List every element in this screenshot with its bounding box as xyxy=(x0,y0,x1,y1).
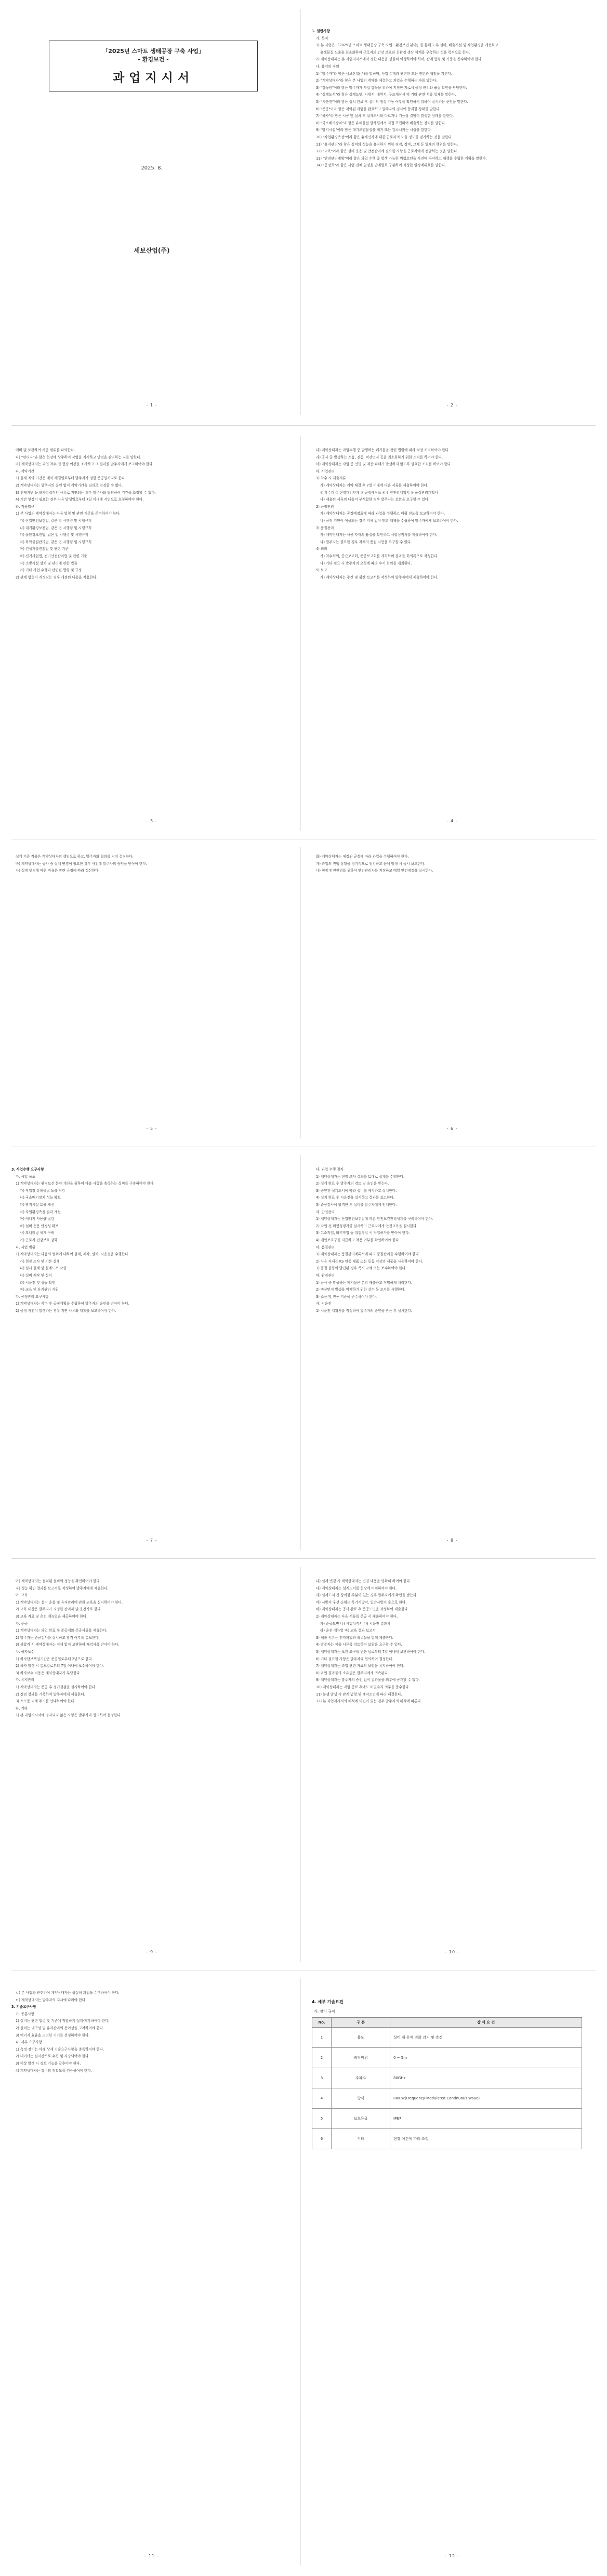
text-line: 1) 계약상대자는 설비 운용 및 유지관리에 관한 교육을 실시하여야 한다. xyxy=(16,1600,123,1605)
section-heading: 3. 기술요구사항 xyxy=(11,2005,36,2009)
cell-spec: FMCW(Frequency-Modulated Continuous Wave) xyxy=(390,2088,582,2109)
text-line: 아) 근로자 건강보호 강화 xyxy=(20,1238,58,1242)
text-line: 사) 모니터링 체계 구축 xyxy=(20,1231,55,1236)
page-11 xyxy=(11,1978,292,2566)
text-line: 마) 에너지 사용량 절감 xyxy=(20,1217,55,1221)
col-item: 구 분 xyxy=(332,2018,390,2028)
text-line: 8) 과업 결과물의 소유권은 발주자에게 귀속된다. xyxy=(316,1671,389,1675)
text-line: 마) 계약상대자는 작업 중 인명 및 재산 피해가 발생하지 않도록 필요한 조치를 하여야 한다. xyxy=(316,462,452,467)
text-line: 5) 계약상대자는 보완 요구를 받은 날로부터 7일 이내에 보완하여야 한다. xyxy=(316,1649,426,1654)
text-line: 1) 본 사업의 계약상대자는 다음 법령 및 관련 기준을 준수하여야 한다. xyxy=(16,511,121,516)
text-line: 2) 사용 자재는 KS 인증 제품 또는 동등 이상의 제품을 사용하여야 한다. xyxy=(316,1259,424,1264)
text-line: 1) 공사 중 발생하는 폐기물은 분리 배출하고 적법하게 처리한다. xyxy=(316,1280,412,1285)
text-line: 3) 품질 불량이 발견된 경우 즉시 교체 또는 보수하여야 한다. xyxy=(316,1266,407,1271)
cell-no: 1 xyxy=(312,2028,332,2048)
text-line: 화) 계약상대자는 예정된 공정에 따라 과업을 수행하여야 한다. xyxy=(316,855,409,859)
text-line: 5) 보고 xyxy=(316,568,327,573)
text-line: ① 착수계 ② 현장대리인계 ③ 공정예정표 ④ 안전관리계획서 ⑤ 품질관리계획서 xyxy=(320,490,438,495)
text-line: 2) "계약상대자"라 함은 본 사업의 계약을 체결하고 과업을 수행하는 자를 말한다. xyxy=(316,78,438,83)
page-body xyxy=(312,1567,592,1705)
text-line: 1) 본 과업지시서에 명시되지 않은 사항은 발주자와 협의하여 결정한다. xyxy=(16,1713,122,1718)
text-line: 1) 계약상대자는 산업안전보건법에 따른 안전보건관리체계를 구축하여야 한다. xyxy=(316,1217,433,1221)
table-row xyxy=(312,2088,582,2109)
text-line: 가) 준공도면 나) 시험성적서 다) 시운전 결과서 xyxy=(320,1621,390,1626)
text-line: 라) 운전 매뉴얼 마) 교육 결과 보고서 xyxy=(320,1628,376,1633)
text-line: 라) 계약상대자는 과업 착수 전 현장 여건을 조사하고 그 결과를 발주자에게 보고하여야 한다. xyxy=(16,462,154,467)
col-spec: 상 세 요 건 xyxy=(390,2018,582,2028)
text-line: 다) "관리자"와 함은 현장에 상주하여 작업을 지시하고 안전을 관리하는 자를 말한다. xyxy=(16,455,141,459)
page-number: - 5 - xyxy=(146,1126,157,1131)
text-line: 11) "유지관리"라 함은 설비의 성능을 유지하기 위한 점검, 정비, 교체 등 일체의 행위를 말한다. xyxy=(316,142,458,147)
text-line: 2) 계약상대자는 본 과업지시서에서 정한 내용을 성실히 이행하여야 하며, 관계 법령 및 기준을 준수하여야 한다. xyxy=(316,57,483,62)
text-line: 1) 계약상대자는 착수 후 공정계획을 수립하여 발주자의 승인을 받아야 한다. xyxy=(16,1302,129,1306)
page-number: - 9 - xyxy=(146,1950,157,1954)
cell-item: 기타 xyxy=(332,2129,390,2149)
text-line: 4) 기간 연장이 필요한 경우 사유 발생일로부터 7일 이내에 서면으로 요청하여야 한다. xyxy=(16,497,144,502)
table-row xyxy=(312,2028,582,2048)
text-line: 나) 제출된 서류의 내용이 부적합한 경우 발주자는 보완을 요구할 수 있다. xyxy=(320,497,430,502)
text-line: 가) 계약상대자는 사용 자재의 품질을 확인하고 시험성적서를 제출하여야 한다. xyxy=(320,533,438,537)
text-line: 아. 교육 xyxy=(16,1593,28,1598)
spec-caption: 가. 장비 규격 xyxy=(314,2009,335,2014)
text-line: 바) 계약상대자는 공사 중 설계 변경이 필요한 경우 사전에 발주자의 승인을 받아야 한다. xyxy=(16,861,147,866)
text-line: 다) 계약상대자는 설계도서를 현장에 비치하여야 한다. xyxy=(316,1586,397,1591)
cell-item: 용도 xyxy=(332,2028,390,2048)
text-line: 2) 비산먼지 발생을 억제하기 위한 살수 등 조치를 시행한다. xyxy=(316,1287,406,1292)
text-line: 6) 기타 필요한 사항은 발주자와 협의하여 결정한다. xyxy=(316,1657,393,1661)
cover-subtitle-2: - 환경보건 - xyxy=(138,56,169,63)
text-line: 가) 산업안전보건법, 같은 법 시행령 및 시행규칙 xyxy=(20,518,92,523)
text-line: 1) 설비는 관련 법령 및 기준에 적합하게 설계·제작하여야 한다. xyxy=(16,2019,110,2023)
cell-item: 보호등급 xyxy=(332,2109,390,2129)
text-line: 나. 용어의 정의 xyxy=(316,64,339,69)
page-5 xyxy=(11,847,292,1138)
cover-title-box xyxy=(49,41,258,91)
text-line: 다) 물환경보전법, 같은 법 시행령 및 시행규칙 xyxy=(20,533,88,537)
text-line: 13) "안전관리계획"이라 함은 과업 수행 중 발생 가능한 위험요인을 사전에 파악하고 대책을 수립한 계획을 말한다. xyxy=(316,156,487,161)
text-line: 2) 하자 발생 시 통보일로부터 7일 이내에 보수하여야 한다. xyxy=(16,1664,104,1668)
gutter xyxy=(300,847,304,1138)
text-line: 가) 계약상대자는 주간 및 월간 보고서를 작성하여 발주자에게 제출하여야 한다. xyxy=(320,575,439,580)
text-line: 가) 착수회의, 중간보고회, 준공보고회를 개최하며 결과를 회의록으로 작성한다. xyxy=(320,554,439,558)
text-line: 9) "방지시설"이라 함은 대기오염물질을 제거 또는 감소시키는 시설을 말한다. xyxy=(316,128,432,133)
page-10 xyxy=(312,1567,592,1962)
text-line: 2) 발주자는 준공검사를 실시하고 합격 여부를 통보한다. xyxy=(16,1635,100,1640)
text-line: 가) 계약상대자는 공정예정표에 따라 과업을 수행하고 매월 진도를 보고하여야 한다. xyxy=(320,511,445,516)
text-line: 아) 기타 사업 수행과 관련된 법령 및 규정 xyxy=(20,568,82,573)
page-number: - 6 - xyxy=(446,1126,458,1131)
spread-3 xyxy=(11,847,596,1138)
table-row xyxy=(312,2129,582,2149)
cell-spec: 0 ~ 5m xyxy=(390,2048,582,2068)
text-line: 다) 계약상대자는 과업수행 중 발생하는 폐기물을 관련 법령에 따라 적정 처리하여야 한다. xyxy=(316,448,450,452)
page-8 xyxy=(312,1155,592,1550)
spec-table xyxy=(312,2017,582,2149)
spread-divider xyxy=(11,425,596,426)
cell-no: 3 xyxy=(312,2068,332,2088)
spec-title: 4. 세부 기술요건 xyxy=(312,2000,344,2004)
text-line: 다. 공정관리 요구사항 xyxy=(16,1294,49,1299)
col-no: No. xyxy=(312,2018,332,2028)
text-line: ㄴ) 본 사업과 관련하여 계약상대자는 성실히 과업을 수행하여야 한다. xyxy=(16,1991,120,1995)
spread-divider xyxy=(11,1558,596,1559)
cover-page xyxy=(11,9,292,415)
text-line: 3) "감독원"이라 함은 발주자가 사업 감독을 위하여 지정한 자로서 공정 관리와 품질 확인을 담당한다. xyxy=(316,85,467,90)
page-number: - 10 - xyxy=(445,1950,459,1954)
text-line: 2) 계약상대자는 다음 서류를 준공 시 제출하여야 한다. xyxy=(316,1614,398,1619)
text-line: 설계 기준 적용은 계약상대자의 책임으로 하고, 발주자와 협의를 거쳐 결정한다. xyxy=(16,855,134,859)
text-line: 바. 환경관리 xyxy=(316,1273,335,1278)
text-line: 사) 소방시설 설치 및 관리에 관한 법률 xyxy=(20,561,77,566)
text-line: 3) 하자보수 비용은 계약상대자가 부담한다. xyxy=(16,1671,81,1675)
table-row xyxy=(312,2068,582,2088)
text-line: 10) "작업환경측정"이라 함은 유해인자에 대한 근로자의 노출 정도를 평가하는 것을 말한다. xyxy=(316,135,453,139)
text-line: 가. 사업 목표 xyxy=(16,1174,36,1179)
text-line: 카. 유지관리 xyxy=(16,1678,35,1683)
gutter xyxy=(300,9,304,415)
text-line: 다) 설비 제작 및 설치 xyxy=(20,1273,52,1278)
page-9 xyxy=(11,1567,292,1962)
text-line: 8) "국소배기장치"라 함은 유해물질 발생원에서 직접 포집하여 배출하는 장치를 말한다. xyxy=(316,121,446,125)
cell-item: 측정범위 xyxy=(332,2048,390,2068)
text-line: 1) 계약상대자는 품질관리계획서에 따라 품질관리를 수행하여야 한다. xyxy=(316,1252,420,1257)
text-line: 2) 설비는 내구성 및 유지관리의 용이성을 고려하여야 한다. xyxy=(16,2026,104,2030)
section-heading: 1. 일반사항 xyxy=(312,29,330,33)
text-line: 다. 과업 수행 절차 xyxy=(316,1167,344,1172)
table-row xyxy=(312,2048,582,2068)
cell-no: 4 xyxy=(312,2088,332,2109)
text-line: 차. 하자보수 xyxy=(16,1649,35,1654)
text-line: 1) 계약상대자는 과업 완료 후 준공계와 준공서류를 제출한다. xyxy=(16,1628,108,1633)
text-line: 3) 천재지변 등 불가항력적인 사유로 지연되는 경우 발주자와 협의하여 기간을 조정할 수 있다. xyxy=(16,490,156,495)
text-line: 11) 분쟁 발생 시 관계 법령 및 계약조건에 따라 해결한다. xyxy=(316,1692,402,1697)
cell-item: 주파수 xyxy=(332,2068,390,2088)
page-number: - 8 - xyxy=(446,1538,458,1543)
text-line: 4) 발주자는 제출 서류를 검토하여 보완을 요구할 수 있다. xyxy=(316,1642,402,1647)
cell-no: 5 xyxy=(312,2109,332,2129)
text-line: 마) 교육 및 유지관리 지원 xyxy=(20,1287,59,1292)
section-heading: 3. 사업수행 요구사항 xyxy=(11,1167,44,1172)
text-line: ㄷ) 계약상대자는 발주자의 지시에 따라야 한다. xyxy=(16,1997,87,2002)
text-line: 7) 계약상대자는 과업 관련 자료의 보안을 유지하여야 한다. xyxy=(316,1664,405,1668)
spread-6 xyxy=(11,1978,596,2566)
text-line: 2) 계약상대자는 발주자의 승인 없이 계약기간을 임의로 변경할 수 없다. xyxy=(16,483,123,488)
text-line: 3) 고소작업, 화기작업 등 위험작업 시 작업허가를 받아야 한다. xyxy=(316,1231,410,1236)
text-line: 라. 적용법규 xyxy=(16,504,35,509)
text-line: 1) 실제 계약 기간은 계약 체결일로부터 발주자가 정한 준공일까지로 한다. xyxy=(16,476,126,481)
text-line: 나) 기타 필요 시 발주자의 요청에 따라 수시 회의를 개최한다. xyxy=(320,561,412,566)
text-line: 사. 시운전 xyxy=(316,1302,332,1306)
cell-spec: 80GHz xyxy=(390,2068,582,2088)
gutter xyxy=(300,436,304,831)
text-line: 바) 전기사업법, 전기안전관리법 및 관련 기준 xyxy=(20,554,87,558)
text-line: 나. 세부 요구사항 xyxy=(16,2040,42,2045)
text-line: 사) 설계 변경에 따른 비용은 관련 규정에 따라 정산한다. xyxy=(16,869,100,873)
text-line: 2) 점검 결과를 기록하여 발주자에게 제출한다. xyxy=(16,1692,85,1697)
page-4 xyxy=(312,436,592,831)
text-line: 가. 공통사항 xyxy=(16,2012,35,2016)
gutter xyxy=(300,1155,304,1550)
text-line: 2) 작업 전 위험성평가를 실시하고 근로자에게 안전교육을 실시한다. xyxy=(316,1224,418,1228)
page-body xyxy=(11,847,292,875)
cover-subtitle-1: 「2025년 스마트 생태공장 구축 사업」 xyxy=(102,48,204,55)
page-number: - 7 - xyxy=(146,1538,157,1543)
text-line: 바) 설비 운용 안정성 확보 xyxy=(20,1224,59,1228)
table-row xyxy=(312,2109,582,2129)
page-6 xyxy=(312,847,592,1138)
text-line: 3) 승인된 설계도서에 따라 설비를 제작하고 설치한다. xyxy=(316,1188,397,1193)
text-line: 마. 사업관리 xyxy=(316,469,335,474)
page-number: - 11 - xyxy=(144,2554,159,2558)
cell-spec: IP67 xyxy=(390,2109,582,2129)
page-body xyxy=(11,1155,292,1315)
text-line: 마) 건설기술진흥법 및 관련 기준 xyxy=(20,547,69,551)
text-line: 가. 목적 xyxy=(316,36,328,41)
text-line: 4) 개인보호구를 지급하고 착용 여부를 확인하여야 한다. xyxy=(316,1238,400,1242)
text-line: 라) 작업환경측정 결과 개선 xyxy=(20,1210,61,1214)
spec-section xyxy=(312,1978,592,2149)
cover-title: 과업지시서 xyxy=(112,71,194,85)
text-line: 타. 기타 xyxy=(16,1706,28,1711)
text-line: 가) 현장 조사 및 기본 설계 xyxy=(20,1259,60,1264)
text-line: 나) 대기환경보전법, 같은 법 시행령 및 시행규칙 xyxy=(20,525,92,530)
text-line: 나) 공정 지연이 예상되는 경우 지체 없이 만회 대책을 수립하여 발주자에게 보고하여야 한다. xyxy=(320,518,458,523)
text-line: 4) 계약상대자는 장비의 정확도를 검증하여야 한다. xyxy=(16,2068,92,2073)
gutter xyxy=(300,1567,304,1962)
text-line: 라. 안전관리 xyxy=(316,1210,335,1214)
text-line: 3) 에너지 효율을 고려한 기기를 선정하여야 한다. xyxy=(16,2033,90,2038)
text-line: 나. 사업 범위 xyxy=(16,1245,36,1250)
text-line: 바) 계약상대자는 공사 완료 후 준공도면을 작성하여 제출한다. xyxy=(316,1607,409,1612)
text-line: 가) 계약상대자는 계약 체결 후 7일 이내에 다음 서류를 제출하여야 한다. xyxy=(320,483,429,488)
text-line: 마. 품질관리 xyxy=(316,1245,335,1250)
text-line: 1) 착수 시 제출서류 xyxy=(316,476,346,481)
text-line: 자) 성능 확인 결과를 보고서로 작성하여 발주자에게 제출한다. xyxy=(16,1586,109,1591)
text-line: 3) 소모품 교체 주기를 안내하여야 한다. xyxy=(16,1699,75,1704)
spec-table-header xyxy=(312,2018,582,2028)
page-number: - 4 - xyxy=(446,819,458,823)
text-line: 2) 교육 대상은 발주자가 지정한 관리자 및 운전자로 한다. xyxy=(16,1607,102,1612)
text-line: 6) "준공"이라 함은 계약된 과업을 완료하고 발주자의 검사에 합격한 상태를 말한다. xyxy=(316,107,441,111)
page-2 xyxy=(312,9,592,415)
text-line: 나) 실시 설계 및 설계도서 작성 xyxy=(20,1266,67,1271)
text-line: 9) 계약상대자는 발주자의 승인 없이 결과물을 외부에 공개할 수 없다. xyxy=(316,1678,420,1683)
text-line: 1) 계약상대자는 준공 후 정기점검을 실시하여야 한다. xyxy=(16,1685,97,1689)
page-body xyxy=(11,1978,292,2074)
text-line: 라) 설계도서 간 상이한 부분이 있는 경우 발주자에게 확인을 받는다. xyxy=(316,1593,418,1598)
spec-table-body xyxy=(312,2028,582,2149)
page-3 xyxy=(11,436,292,831)
cell-no: 2 xyxy=(312,2048,332,2068)
text-line: 라) 화학물질관리법, 같은 법 시행령 및 시행규칙 xyxy=(20,540,92,544)
cell-spec: 설비 내 유체 변화 감지 및 측정 xyxy=(390,2028,582,2048)
cell-spec: 현장 여건에 따라 조정 xyxy=(390,2129,582,2149)
text-line: 12) "교육"이라 함은 설비 운용 및 안전관리에 필요한 사항을 근로자에게 전달하는 것을 말한다. xyxy=(316,149,458,154)
text-line: 나) 설계 변경 시 계약상대자는 변경 내용을 명확히 하여야 한다. xyxy=(316,1579,411,1583)
text-line: 5) 준공검사에 합격한 후 설비를 발주자에게 인계한다. xyxy=(316,1202,397,1207)
text-line: 1) 계약상대자는 다음의 범위에 대하여 설계, 제작, 설치, 시운전을 수행한다. xyxy=(16,1252,129,1257)
text-line: 다. 계약기간 xyxy=(16,469,35,474)
text-line: 3) 교육 자료 및 운전 매뉴얼을 제공하여야 한다. xyxy=(16,1614,88,1619)
text-line: 1) 하자담보책임기간은 준공일로부터 2년으로 한다. xyxy=(16,1657,93,1661)
text-line: 12) 본 과업지시서의 해석에 이견이 있는 경우 발주자의 해석에 따른다. xyxy=(316,1699,422,1704)
spread-4 xyxy=(11,1155,596,1550)
text-line: 유해물질 노출을 최소화하여 근로자의 건강 보호와 친환경 생산 체계를 구축하는 것을 목적으로 한다. xyxy=(320,50,470,55)
page-body xyxy=(312,1155,592,1315)
text-line: 가) 과업의 진행 상황을 정기적으로 점검하고 문제 발생 시 즉시 보고한다. xyxy=(316,861,426,866)
text-line: 1) 계약상대자는 현장 조사 결과를 토대로 설계를 수행한다. xyxy=(316,1174,405,1179)
text-line: 3) 품질관리 xyxy=(316,525,334,530)
text-line: 1) 시운전 계획서를 작성하여 발주자의 승인을 받은 후 실시한다. xyxy=(316,1308,412,1313)
text-line: 14) "공정표"라 함은 사업 전체 일정을 단계별로 구분하여 작성한 일정계획표를 말한다. xyxy=(316,163,446,168)
page-number: - 3 - xyxy=(146,819,157,823)
text-line: 라) 공사 중 발생하는 소음, 진동, 비산먼지 등을 최소화하기 위한 조치를 하여야 한다. xyxy=(316,455,443,459)
page-number: - 12 - xyxy=(445,2554,459,2558)
text-line: 자. 준공 xyxy=(16,1621,28,1626)
text-line: 4) 설치 완료 후 시운전을 실시하고 결과를 보고한다. xyxy=(316,1195,394,1200)
page-body xyxy=(312,847,592,875)
text-line: 3) 소음 및 진동 기준을 준수하여야 한다. xyxy=(316,1294,377,1299)
cover-company: 세보산업(주) xyxy=(134,247,170,254)
cover-date: 2025. 8. xyxy=(141,165,163,171)
gutter xyxy=(300,1978,304,2566)
page-body xyxy=(11,1567,292,1719)
text-line: 3) 제출 서류는 전자파일과 출력물을 함께 제출한다. xyxy=(316,1635,393,1640)
text-line: 2) 관계 법령이 개정되는 경우 개정된 내용을 적용한다. xyxy=(16,575,98,580)
page-number: - 2 - xyxy=(446,403,458,408)
text-line: 2) 공정 지연이 발생하는 경우 지연 사유와 대책을 보고하여야 한다. xyxy=(16,1308,116,1313)
text-line: 1) 본 사업은 「2025년 스마트 생태공장 구축 사업 - 환경보건 분야」를 통해 노후 설비, 배출시설 및 작업환경을 개선하고 xyxy=(316,43,498,48)
text-line: 1) 측정 장비는 아래 상세 기술요구사항을 충족하여야 한다. xyxy=(16,2047,104,2052)
text-line: 나) 발주자는 필요한 경우 자재의 품질 시험을 요구할 수 있다. xyxy=(320,540,412,544)
text-line: 3) 이상 발생 시 경보 기능을 갖추어야 한다. xyxy=(16,2061,81,2066)
text-line: 아) 계약상대자는 설치된 설비의 성능을 확인하여야 한다. xyxy=(16,1579,101,1583)
text-line: 3) 불합격 시 계약상대자는 지체 없이 보완하여 재검사를 받아야 한다. xyxy=(16,1642,120,1647)
text-line: 10) 계약상대자는 과업 종료 후에도 비밀유지 의무를 준수한다. xyxy=(316,1685,410,1689)
cell-no: 6 xyxy=(312,2129,332,2149)
page-7 xyxy=(11,1155,292,1550)
text-line: 1) "발주자"라 함은 세보산업(주)를 말하며, 사업 수행과 관련한 모든 권한과 책임을 가진다. xyxy=(316,71,452,76)
text-line: 예비 및 보관하여 시공 범위를 파악한다. xyxy=(16,448,75,452)
cell-item: 방식 xyxy=(332,2088,390,2109)
text-line: 5) "시운전"이라 함은 설치 완료 후 설비의 정상 가동 여부를 확인하기 위하여 실시하는 운전을 말한다. xyxy=(316,99,468,104)
text-line: 2) 데이터는 실시간으로 수집 및 저장되어야 한다. xyxy=(16,2054,90,2059)
page-12 xyxy=(312,1978,592,2566)
page-body xyxy=(11,436,292,581)
page-number: - 1 - xyxy=(146,403,157,408)
page-body xyxy=(312,436,592,581)
text-line: 다) 방지시설 효율 개선 xyxy=(20,1202,55,1207)
text-line: 2) 설계 완료 후 발주자의 검토 및 승인을 받는다. xyxy=(316,1181,389,1186)
text-line: 2) 공정관리 xyxy=(316,504,334,509)
text-line: 마) 시방서 우선 순위는 특기시방서, 일반시방서 순으로 한다. xyxy=(316,1600,407,1605)
spread-2 xyxy=(11,436,596,831)
spread-5 xyxy=(11,1567,596,1962)
spread-1 xyxy=(11,9,596,415)
text-line: 4) "설계도서"라 함은 설계도면, 시방서, 내역서, 구조계산서 및 기타 관련 서류 일체를 말한다. xyxy=(316,93,456,97)
text-line: 1) 계약상대자는 환경보건 분야 개선을 위하여 다음 사항을 충족하는 설비를 구축하여야 한다. xyxy=(16,1181,155,1186)
text-line: 라) 시운전 및 성능 확인 xyxy=(20,1280,56,1285)
text-line: 나) 국소배기장치 성능 확보 xyxy=(20,1195,61,1200)
text-line: 가) 작업장 유해물질 노출 저감 xyxy=(20,1188,65,1193)
text-line: 7) "하자"라 함은 시공 및 설치 후 설계도서와 다르거나 기능상 결함이 발생한 상태를 말한다. xyxy=(316,114,454,119)
page-body xyxy=(312,9,592,169)
text-line: 4) 회의 xyxy=(316,547,327,551)
text-line: 나) 현장 안전관리를 위하여 안전관리자를 지정하고 매일 안전점검을 실시한다. xyxy=(316,869,433,873)
